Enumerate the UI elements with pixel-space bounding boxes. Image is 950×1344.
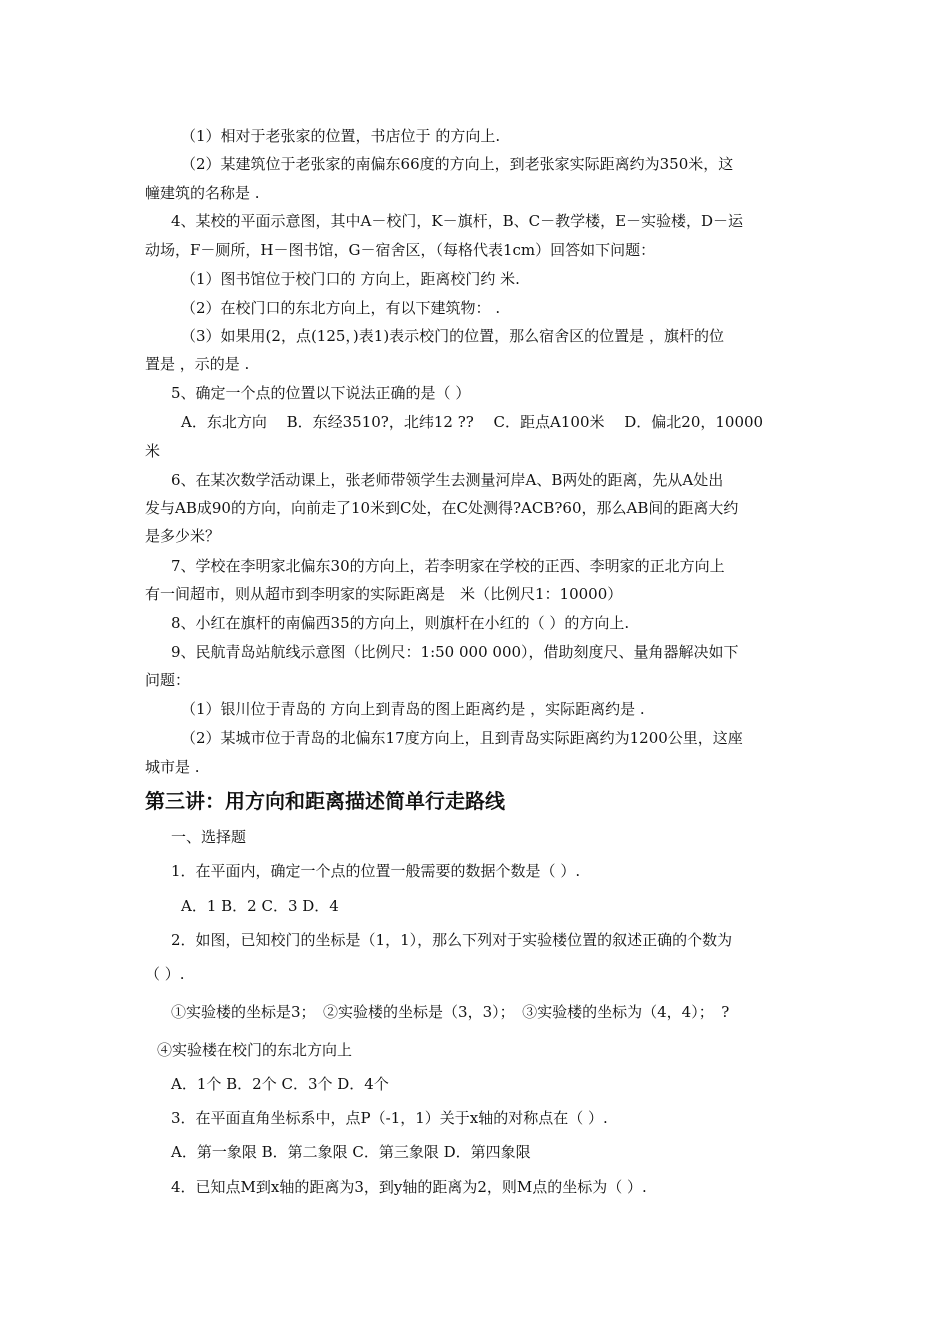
text-line: （3）如果用(2，点(125，)表1)表示校门的位置，那么宿舍区的位置是 ，旗杆的位 <box>181 327 724 345</box>
text-line: （1）银川位于青岛的 方向上到青岛的图上距离约是 ，实际距离约是 . <box>181 700 645 718</box>
text-line: 9、民航青岛站航线示意图（比例尺：1:50 000 000），借助刻度尺、量角器解决如下 <box>171 643 739 661</box>
text-line: 2．如图，已知校门的坐标是（1，1），那么下列对于实验楼位置的叙述正确的个数为 <box>171 931 733 949</box>
text-line: ①实验楼的坐标是3； ②实验楼的坐标是（3，3）； ③实验楼的坐标为（4，4）； ? <box>171 1003 730 1021</box>
text-line: 3．在平面直角坐标系中，点P（-1，1）关于x轴的对称点在（ ）. <box>171 1109 608 1127</box>
text-line: （2）某城市位于青岛的北偏东17度方向上，且到青岛实际距离约为1200公里，这座 <box>181 729 743 747</box>
text-line: （ ）. <box>145 965 185 983</box>
text-line: 置是 ，示的是 . <box>145 355 250 373</box>
text-line: （1）图书馆位于校门口的 方向上，距离校门约 米. <box>181 270 520 288</box>
text-line: A．1个 B．2个 C．3个 D．4个 <box>171 1075 389 1093</box>
text-line: ④实验楼在校门的东北方向上 <box>157 1041 353 1059</box>
text-line: 4．已知点M到x轴的距离为3，到y轴的距离为2，则M点的坐标为（ ）. <box>171 1178 647 1196</box>
text-line: 6、在某次数学活动课上，张老师带领学生去测量河岸A、B两处的距离，先从A处出 <box>171 471 724 489</box>
text-line: 幢建筑的名称是 . <box>145 184 260 202</box>
text-line: 7、学校在李明家北偏东30的方向上，若李明家在学校的正西、李明家的正北方向上 <box>171 557 725 575</box>
text-line: 城市是 . <box>145 758 200 776</box>
text-line: 4、某校的平面示意图，其中A－校门，K－旗杆，B、C－教学楼，E－实验楼，D－运 <box>171 212 744 230</box>
text-line: 8、小红在旗杆的南偏西35的方向上，则旗杆在小红的（ ）的方向上. <box>171 614 630 632</box>
text-line: 动场，F－厕所，H－图书馆，G－宿舍区，（每格代表1cm）回答如下问题： <box>145 241 656 259</box>
text-line: 是多少米？ <box>145 527 221 545</box>
text-line: 5、确定一个点的位置以下说法正确的是（ ） <box>171 384 471 402</box>
text-line: 1．在平面内，确定一个点的位置一般需要的数据个数是（ ）. <box>171 862 581 880</box>
text-line: （1）相对于老张家的位置，书店位于 的方向上. <box>181 127 501 145</box>
text-line: （2）在校门口的东北方向上，有以下建筑物： . <box>181 299 501 317</box>
text-line: 有一间超市，则从超市到李明家的实际距离是 米（比例尺1：10000） <box>145 585 623 603</box>
text-line: A．东北方向 B．东经3510?，北纬12 ?? C．距点A100米 D．偏北20，10000 <box>181 413 764 431</box>
text-line: 米 <box>145 442 161 460</box>
text-line: 问题： <box>145 671 191 689</box>
text-line: A．第一象限 B．第二象限 C．第三象限 D．第四象限 <box>171 1143 531 1161</box>
text-line: （2）某建筑位于老张家的南偏东66度的方向上，到老张家实际距离约为350米，这 <box>181 155 734 173</box>
text-line: 发与AB成90的方向，向前走了10米到C处，在C处测得?ACB?60，那么AB间的距离大约 <box>145 499 739 517</box>
text-line: 一、选择题 <box>171 828 247 846</box>
section-heading: 第三讲：用方向和距离描述简单行走路线 <box>145 789 505 813</box>
text-line: A．1 B．2 C．3 D．4 <box>181 897 339 915</box>
